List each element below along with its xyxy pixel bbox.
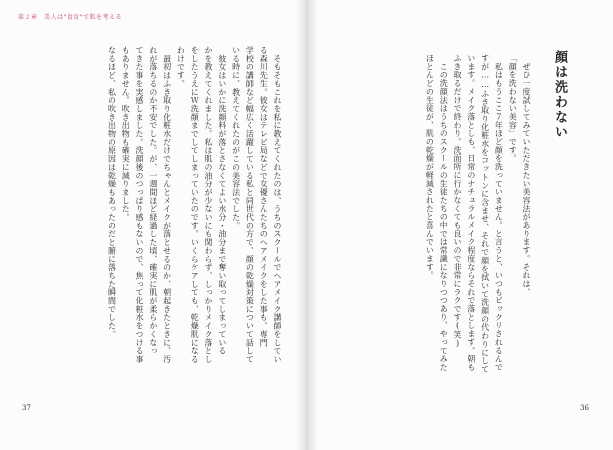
paragraph: 彼女はいかに洗顔料が落とさなくてよい水分・油分まで奪い取ってしまっている	[217, 46, 227, 355]
paragraph: 最初はふき取り化粧水だけでちゃんとメイクが落とせるのか、朝起きたときに、汚	[162, 46, 172, 364]
paragraph: すが……ふき取り化粧水をコットンに含ませ、それで顔を拭いて洗顔の代わりにして	[480, 54, 490, 374]
paragraph: います。メイク落としも、日常のナチュラルメイク程度ならそれで落とします。朝も	[466, 54, 476, 372]
paragraph: そもそもこれを私に教えてくれたのは、うちのスクールでヘアメイク講師をしてい	[273, 46, 282, 364]
running-head: 第２章 美人は"食育"で肌を考える	[18, 14, 123, 21]
paragraph: かを教えてくれました。私は肌の油分が少ないにも関わらず、しっかりメイク落とし	[204, 46, 214, 364]
paragraph: ほとんどの生徒が、肌の乾燥が軽減されたと喜んでいます。	[425, 54, 435, 280]
paragraph: ぜひ一度試してみていただきたい美容法があります。それは、	[522, 54, 531, 297]
paragraph: る森川先生。彼女はテレビ局などで女優さんたちのヘアメイクをした事も。専門	[259, 46, 269, 347]
paragraph: れが落ちるのか不安でした。が、一週間ほど経過した頃、確実に肌が柔らかくなっ	[148, 46, 158, 355]
paragraph: てきた事を実感しました。洗顔後のつっぱり感もないので、焦って化粧水をつける事	[135, 46, 145, 364]
section-title: 顔は洗わない	[552, 50, 567, 140]
page-number-right: 36	[580, 404, 589, 412]
paragraph: ふき取るだけで終わり。洗面所に行かなくても良いので非常にラクです(笑)	[453, 54, 463, 349]
right-page-body	[327, 54, 533, 399]
paragraph: をしたうえにＷ洗顔までしてしまっていたのです。いくらケアしても、乾燥肌になる	[190, 46, 200, 364]
paragraph: なるほど、私の吹き出物の原因は乾燥もあったのだと腑に落ちた瞬間でした。	[107, 46, 117, 339]
paragraph: 「顔を洗わない美容」です。	[508, 54, 518, 163]
paragraph: いる時に、教えてくれたのがこの美容法でした。	[231, 46, 241, 230]
left-page	[0, 0, 306, 450]
paragraph: わけです。	[176, 46, 186, 88]
paragraph: 学校の講師など幅広く活躍している私と同世代の方で、顔の乾燥対策について話して	[245, 46, 255, 364]
paragraph: もありません。吹き出物も確実に減りました。	[121, 46, 131, 222]
page-number-left: 37	[22, 404, 31, 412]
left-page-body	[34, 46, 284, 391]
paragraph: 私はもうここ７年ほど顔を洗っていません。と言うと、いつもビックリされるんで	[494, 54, 504, 372]
paragraph: この洗顔法はうちのスクールの生徒たちの中では常識になりつつあり、やってみた	[439, 54, 449, 372]
